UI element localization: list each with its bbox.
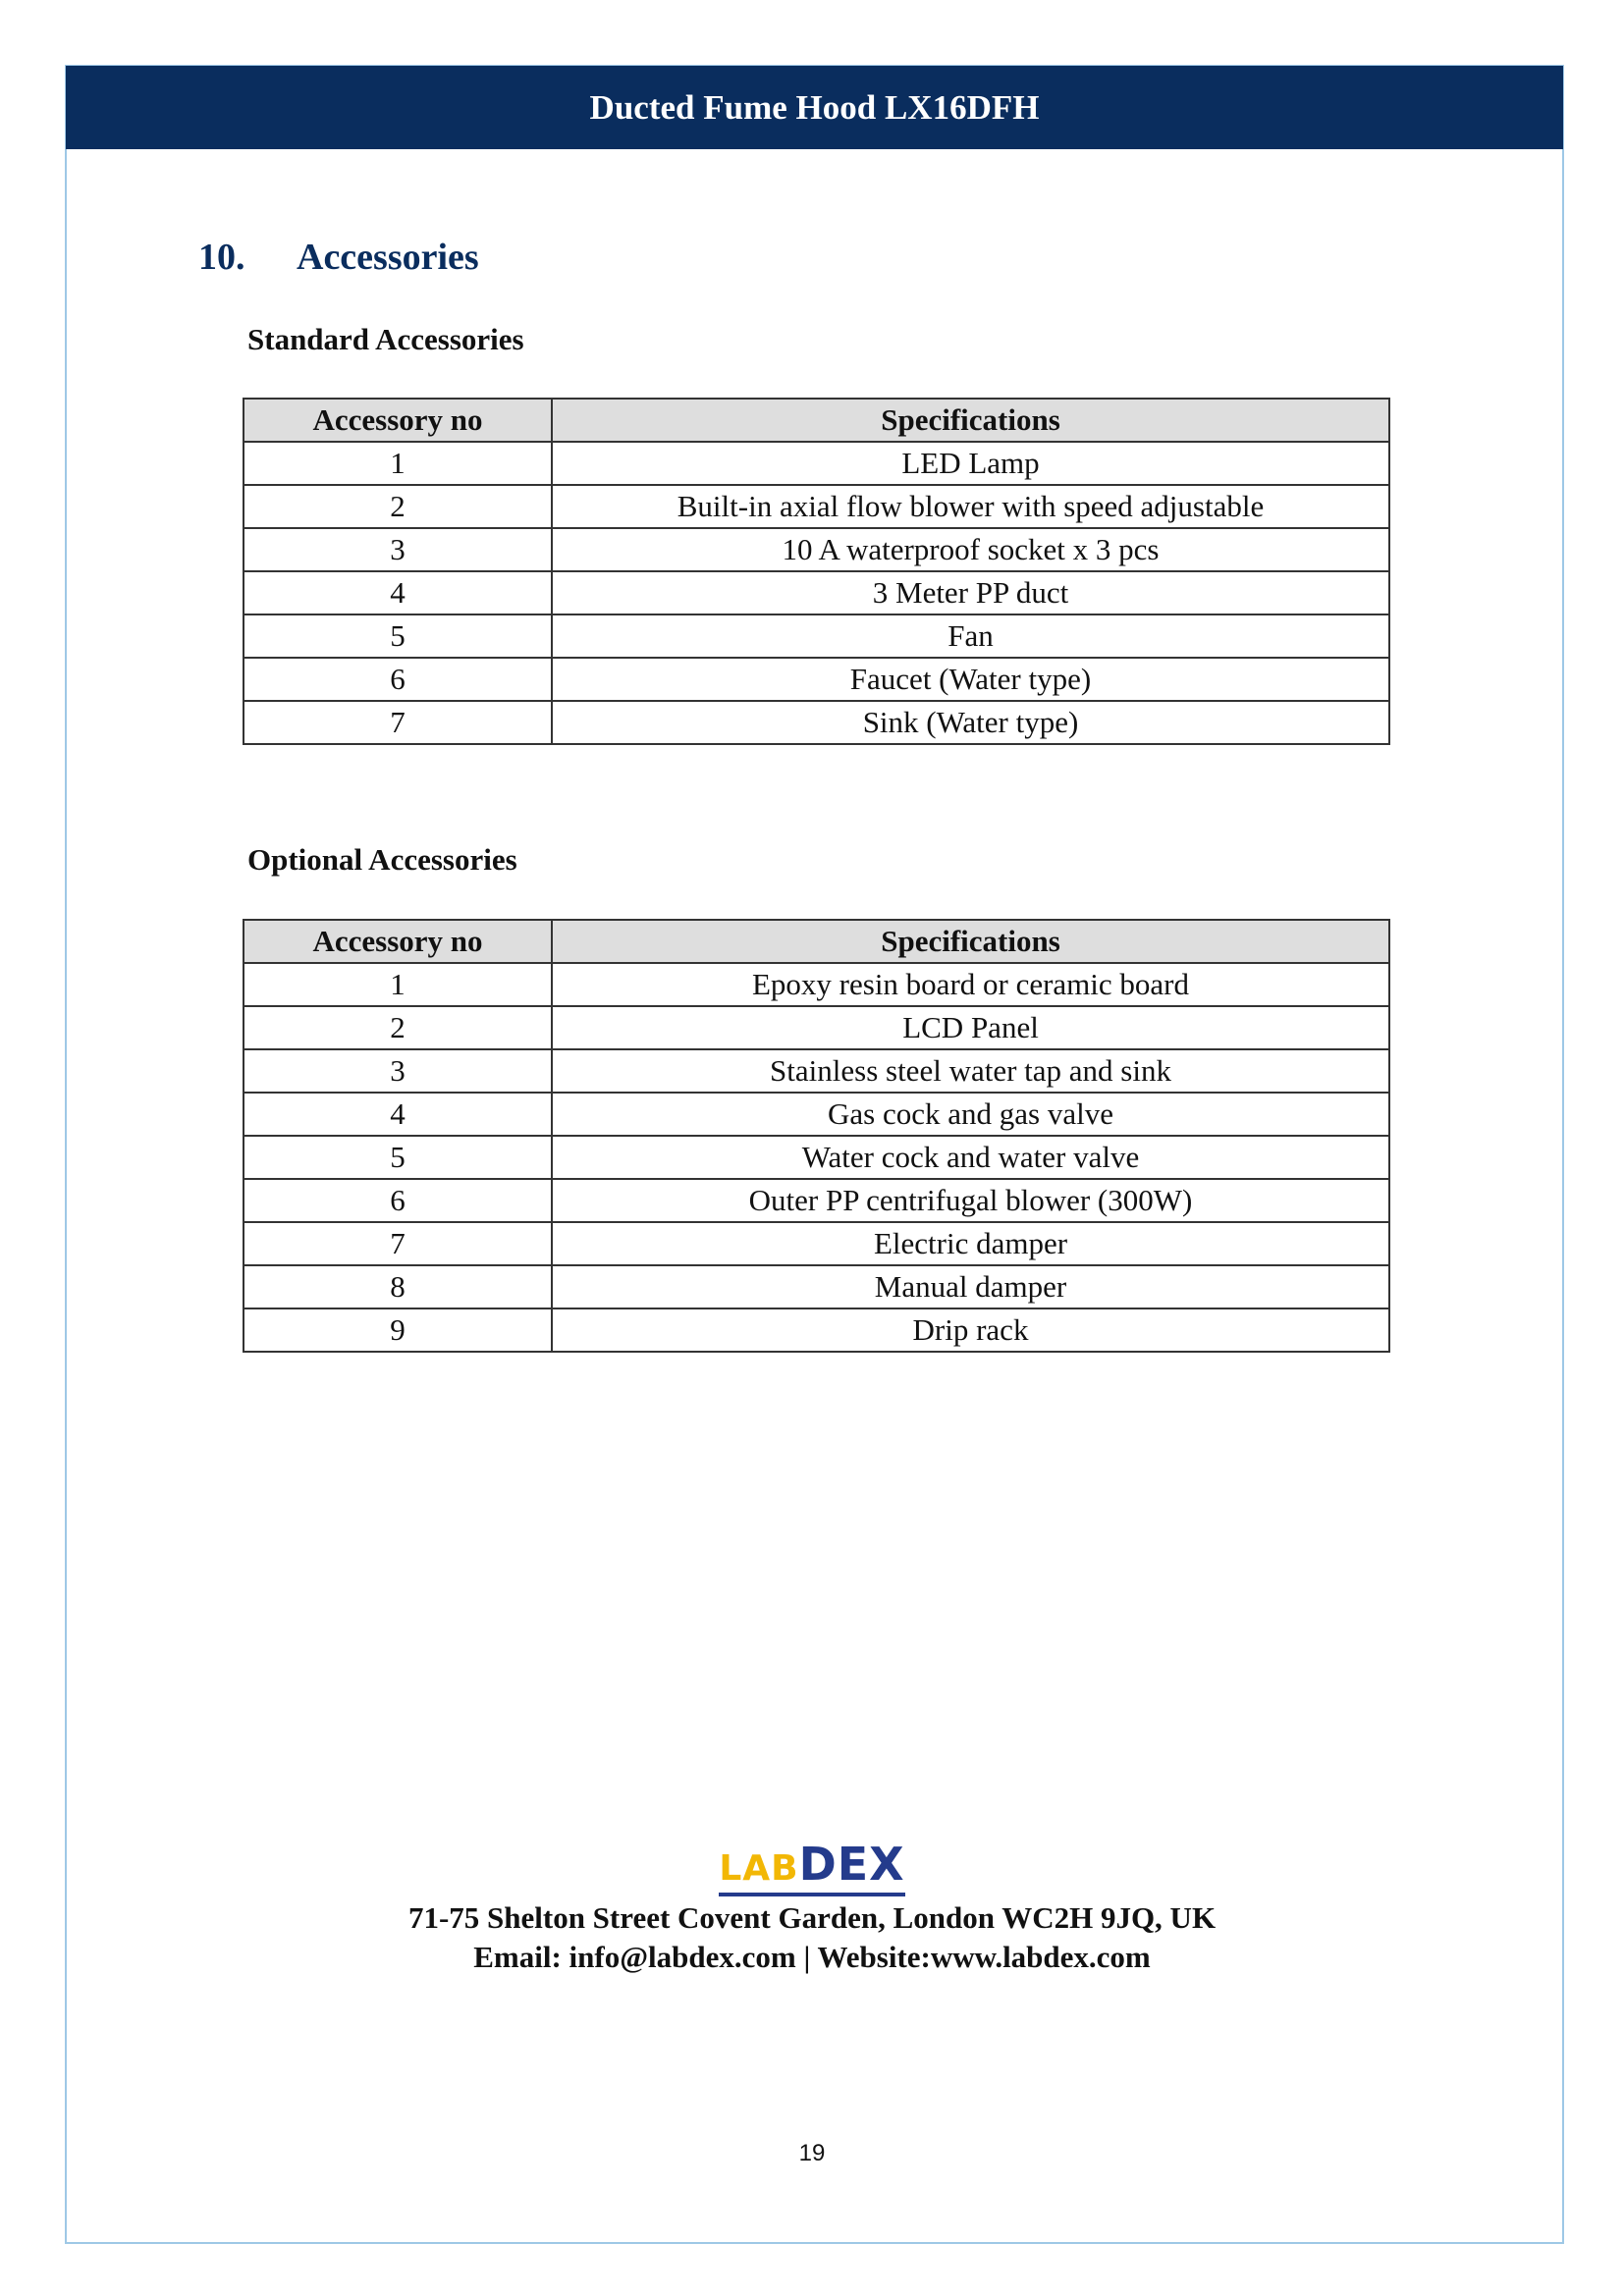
logo-dex-text: DEX [798, 1838, 905, 1891]
column-header-accessory-no: Accessory no [244, 399, 552, 442]
logo-lab-text: LAB [719, 1848, 799, 1889]
cell-specification: 10 A waterproof socket x 3 pcs [552, 528, 1389, 571]
cell-accessory-no: 6 [244, 658, 552, 701]
page-number: 19 [798, 2140, 826, 2166]
cell-specification: LCD Panel [552, 1006, 1389, 1049]
table-row [244, 614, 1389, 658]
cell-accessory-no: 1 [244, 442, 552, 485]
table-row [244, 571, 1389, 614]
cell-specification: Drip rack [552, 1308, 1389, 1352]
cell-accessory-no: 3 [244, 528, 552, 571]
cell-accessory-no: 5 [244, 1136, 552, 1179]
document-title: Ducted Fume Hood LX16DFH [589, 87, 1040, 127]
cell-accessory-no: 1 [244, 963, 552, 1006]
optional-accessories-table [243, 919, 1390, 1353]
cell-accessory-no: 8 [244, 1265, 552, 1308]
cell-specification: Manual damper [552, 1265, 1389, 1308]
standard-accessories-heading: Standard Accessories [247, 322, 524, 356]
cell-accessory-no: 3 [244, 1049, 552, 1093]
table-header-row [244, 399, 1389, 442]
cell-specification: Sink (Water type) [552, 701, 1389, 744]
section-title: Accessories [297, 237, 479, 278]
cell-accessory-no: 9 [244, 1308, 552, 1352]
column-header-specifications: Specifications [552, 399, 1389, 442]
cell-accessory-no: 2 [244, 485, 552, 528]
labdex-logo [0, 1838, 1624, 1891]
cell-specification: Water cock and water valve [552, 1136, 1389, 1179]
section-number: 10. [198, 237, 245, 278]
cell-specification: Electric damper [552, 1222, 1389, 1265]
cell-accessory-no: 7 [244, 1222, 552, 1265]
table-row [244, 1136, 1389, 1179]
table-row [244, 485, 1389, 528]
cell-specification: Fan [552, 614, 1389, 658]
cell-specification: Faucet (Water type) [552, 658, 1389, 701]
table-row [244, 528, 1389, 571]
document-header [66, 66, 1563, 149]
cell-specification: Gas cock and gas valve [552, 1093, 1389, 1136]
column-header-specifications: Specifications [552, 920, 1389, 963]
cell-accessory-no: 6 [244, 1179, 552, 1222]
cell-accessory-no: 4 [244, 571, 552, 614]
standard-accessories-table [243, 398, 1390, 745]
table-row [244, 701, 1389, 744]
company-contact: Email: info@labdex.com | Website:www.labdex.com [473, 1940, 1151, 1974]
cell-specification: 3 Meter PP duct [552, 571, 1389, 614]
column-header-accessory-no: Accessory no [244, 920, 552, 963]
cell-specification: LED Lamp [552, 442, 1389, 485]
table-row [244, 963, 1389, 1006]
cell-specification: Built-in axial flow blower with speed adjustable [552, 485, 1389, 528]
table-row [244, 1308, 1389, 1352]
cell-specification: Outer PP centrifugal blower (300W) [552, 1179, 1389, 1222]
company-address: 71-75 Shelton Street Covent Garden, London WC2H 9JQ, UK [407, 1900, 1217, 1935]
optional-accessories-heading: Optional Accessories [247, 842, 517, 877]
table-row [244, 1049, 1389, 1093]
cell-specification: Epoxy resin board or ceramic board [552, 963, 1389, 1006]
logo-underline [719, 1893, 904, 1896]
table-row [244, 1265, 1389, 1308]
cell-accessory-no: 4 [244, 1093, 552, 1136]
table-row [244, 1179, 1389, 1222]
table-row [244, 658, 1389, 701]
table-row [244, 442, 1389, 485]
table-row [244, 1093, 1389, 1136]
table-row [244, 1222, 1389, 1265]
cell-accessory-no: 2 [244, 1006, 552, 1049]
cell-accessory-no: 5 [244, 614, 552, 658]
table-row [244, 1006, 1389, 1049]
cell-accessory-no: 7 [244, 701, 552, 744]
section-heading [198, 236, 479, 279]
cell-specification: Stainless steel water tap and sink [552, 1049, 1389, 1093]
table-header-row [244, 920, 1389, 963]
